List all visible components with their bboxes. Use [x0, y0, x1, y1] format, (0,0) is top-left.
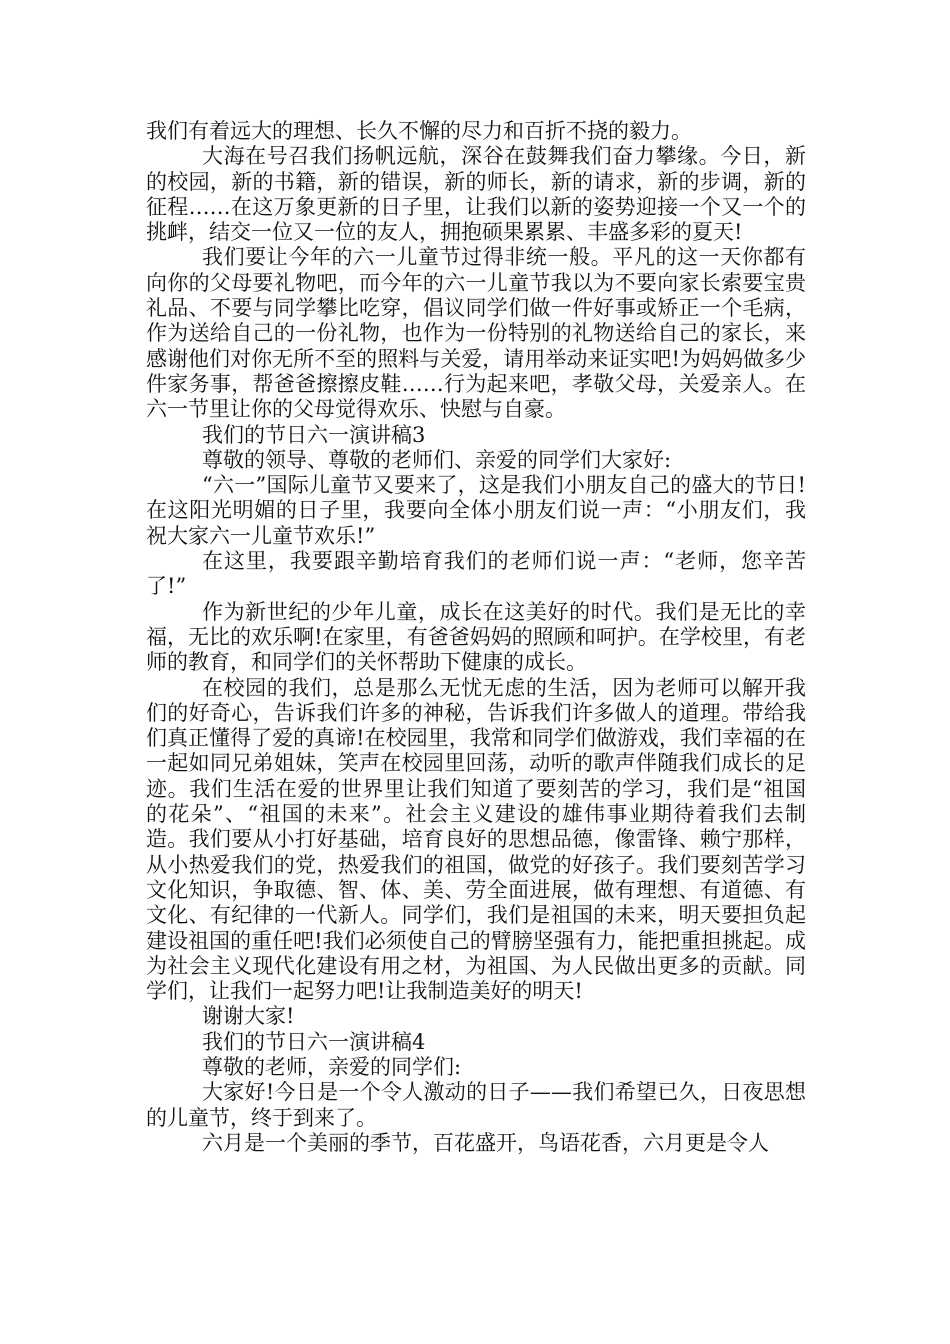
salutation: 尊敬的领导、尊敬的老师们、亲爱的同学们大家好: [202, 447, 672, 472]
paragraph: 大海在号召我们扬帆远航，深谷在鼓舞我们奋力攀缘。今日，新的校园，新的书籍，新的错误，新的师长，新的请求，新的步调，新的征程……在这万象更新的日子里，让我们以新的姿势迎接一个又一个的挑衅，结交一位又一位的友人，拥抱硕果累累、丰盛多彩的夏天! [146, 144, 806, 245]
paragraph: 我们有着远大的理想、长久不懈的尽力和百折不挠的毅力。 [146, 119, 692, 143]
closing: 谢谢大家! [202, 1004, 295, 1029]
paragraph: “六一”国际儿童节又要来了，这是我们小朋友自己的盛大的节日!在这阳光明媚的日子里，我要向全体小朋友们说一声：“小朋友们，我祝大家六一儿童节欢乐!” [146, 473, 806, 548]
salutation: 尊敬的老师，亲爱的同学们: [202, 1054, 462, 1079]
paragraph: 六月是一个美丽的季节，百花盛开，鸟语花香，六月更是令人 [202, 1130, 769, 1155]
paragraph: 在校园的我们，总是那么无忧无虑的生活，因为老师可以解开我们的好奇心，告诉我们许多的神秘，告诉我们许多做人的道理。带给我们真正懂得了爱的真谛!在校园里，我常和同学们做游戏，我们幸福的在一起如同兄弟姐妹，笑声在校园里回荡，动听的歌声伴随我们成长的足迹。我们生活在爱的世界里让我们知道了要刻苦的学习，我们是“祖国的花朵”、“祖国的未来”。社会主义建设的雄伟事业期待着我们去制造。我们要从小打好基础，培育良好的思想品德，像雷锋、赖宁那样，从小热爱我们的党，热爱我们的祖国，做党的好孩子。我们要刻苦学习文化知识，争取德、智、体、美、劳全面进展，做有理想、有道德、有文化、有纪律的一代新人。同学们，我们是祖国的未来，明天要担负起建设祖国的重任吧!我们必须使自己的臂膀坚强有力，能把重担挑起。成为社会主义现代化建设有用之材，为祖国、为人民做出更多的贡献。同学们，让我们一起努力吧!让我制造美好的明天! [146, 675, 806, 1004]
document-body [146, 119, 806, 1156]
paragraph: 我们要让今年的六一儿童节过得非统一般。平凡的这一天你都有向你的父母要礼物吧，而今年的六一儿童节我以为不要向家长索要宝贵礼品、不要与同学攀比吃穿，倡议同学们做一件好事或矫正一个毛病，作为送给自己的一份礼物，也作为一份特别的礼物送给自己的家长，来感谢他们对你无所不至的照料与关爱，请用举动来证实吧!为妈妈做多少件家务事，帮爸爸擦擦皮鞋……行为起来吧，孝敬父母，关爱亲人。在六一节里让你的父母觉得欢乐、快慰与自豪。 [146, 245, 806, 422]
section-heading: 我们的节日六一演讲稿4 [202, 1029, 426, 1054]
section-heading: 我们的节日六一演讲稿3 [202, 422, 426, 447]
paragraph: 作为新世纪的少年儿童，成长在这美好的时代。我们是无比的幸福，无比的欢乐啊!在家里，有爸爸妈妈的照顾和呵护。在学校里，有老师的教育，和同学们的关怀帮助下健康的成长。 [146, 599, 806, 675]
paragraph: 在这里，我要跟辛勤培育我们的老师们说一声：“老师，您辛苦了!” [146, 549, 806, 599]
paragraph: 大家好!今日是一个令人激动的日子——我们希望已久，日夜思想的儿童节，终于到来了。 [146, 1080, 806, 1130]
